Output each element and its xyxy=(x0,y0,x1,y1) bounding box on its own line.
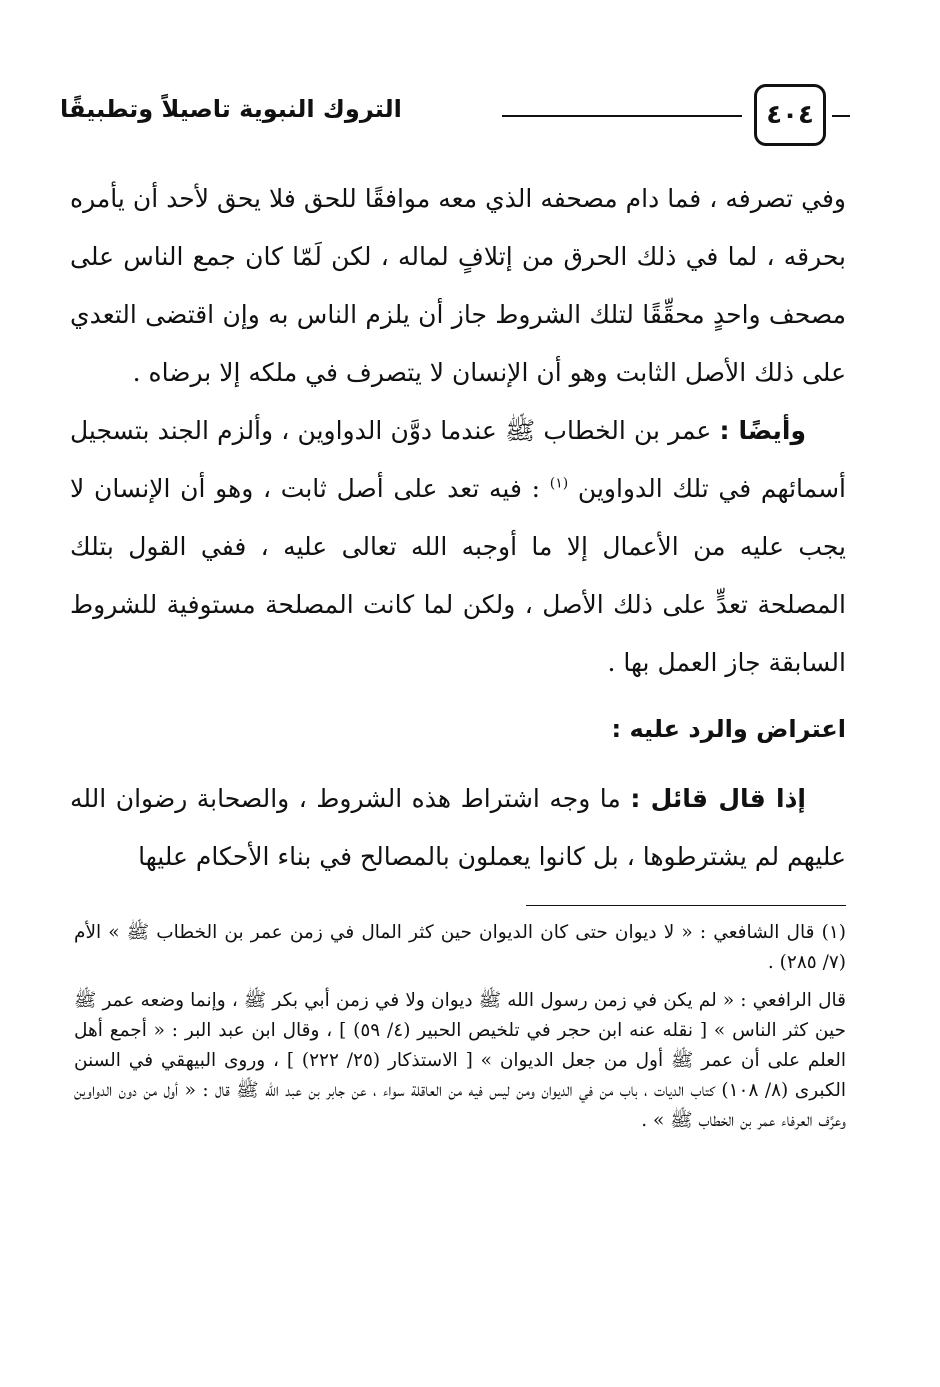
footnote-separator xyxy=(526,905,846,906)
paragraph-2-text-a: عمر بن الخطاب ﷺ عندما دوَّن الدواوين ، وألزم الجند بتسجيل أسمائهم في تلك الدواوين xyxy=(70,416,847,503)
page-number: ٤٠٤ xyxy=(754,84,826,146)
footnote-2: قال الرافعي : « لم يكن في زمن رسول الله ﷺ ديوان ولا في زمن أبي بكر ﷺ ، وإنما وضعه عمر ﷺ حين كثر الناس » [ نقله عنه ابن حجر في تلخيص الحبير (٤/ ٥٩) ] ، وقال ابن عبد البر : « أجمع أهل العلم على أن عمر ﷺ أول من جعل الديوان » [ الاستذكار (٢٥/ ٢٢٢) ] ، وروى البيهقي في السنن الكبرى (٨/ ١٠٨) كتاب الديات ، باب من في الديوان ومن ليس فيه من العاقلة سواء ، عن جابر بن عبد الله ﷺ قال : « أول من دون الدواوين وعرَّف العرفاء عمر بن الخطاب ﷺ » . xyxy=(74,990,846,1131)
main-text xyxy=(70,170,846,692)
footnotes xyxy=(74,918,846,1144)
main-text-continued xyxy=(70,770,846,886)
paragraph-2 xyxy=(70,402,846,692)
footnote-1: (١) قال الشافعي : « لا ديوان حتى كان الديوان حين كثر المال في زمن عمر بن الخطاب ﷺ » الأم (٧/ ٢٨٥) . xyxy=(74,922,846,973)
running-title: التروك النبوية تاصيلاً وتطبيقًا xyxy=(60,95,402,123)
paragraph-2-lead: وأيضًا : xyxy=(719,416,806,445)
paragraph-3-lead: إذا قال قائل : xyxy=(630,784,806,813)
page-header xyxy=(60,78,850,154)
paragraph-2-text-b: : فيه تعد على أصل ثابت ، وهو أن الإنسان لا يجب عليه من الأعمال إلا ما أوجبه الله تعالى عليه ، ففي القول بتلك المصلحة تعدٍّ على ذلك الأصل ، ولكن لما كانت المصلحة مستوفية للشروط السابقة جاز العمل بها . xyxy=(70,474,846,677)
section-subheading: اعتراض والرد عليه : xyxy=(611,715,846,743)
footnote-ref-1: (١) xyxy=(549,475,569,492)
header-rule-right xyxy=(832,115,850,117)
paragraph-3-text: ما وجه اشتراط هذه الشروط ، والصحابة رضوان الله عليهم لم يشترطوها ، بل كانوا يعملون بالمصالح في بناء الأحكام عليها xyxy=(70,784,846,871)
header-rule-left xyxy=(502,115,742,117)
paragraph-3 xyxy=(70,770,846,886)
paragraph-1: وفي تصرفه ، فما دام مصحفه الذي معه موافقًا للحق فلا يحق لأحد أن يأمره بحرقه ، لما في ذلك الحرق من إتلافٍ لماله ، لكن لَمّا كان جمع الناس على مصحف واحدٍ محقِّقًا لتلك الشروط جاز أن يلزم الناس به وإن اقتضى التعدي على ذلك الأصل الثابت وهو أن الإنسان لا يتصرف في ملكه إلا برضاه . xyxy=(70,184,846,387)
